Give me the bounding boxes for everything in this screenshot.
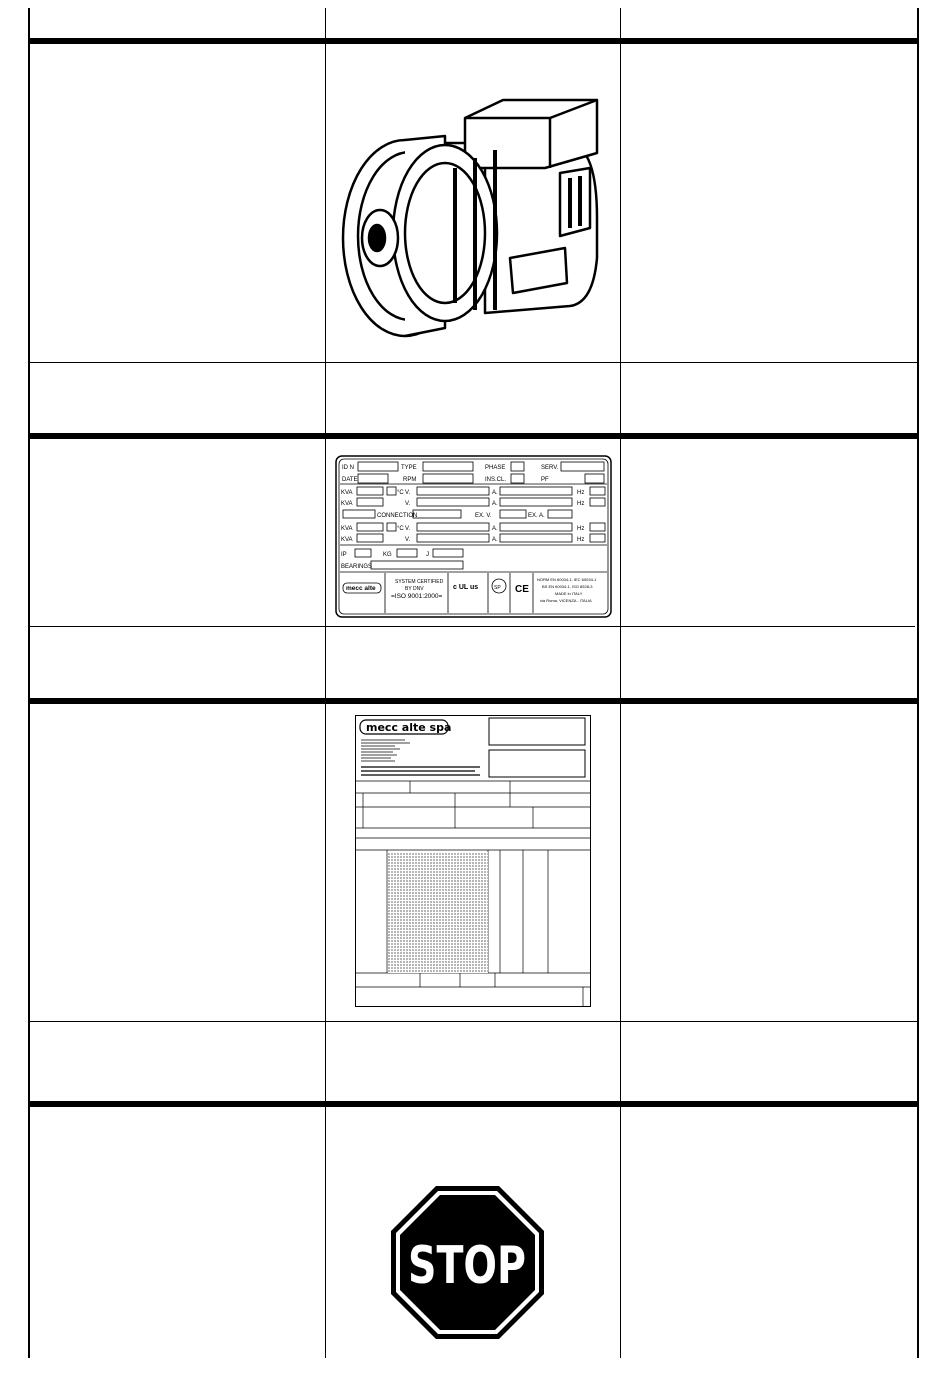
plate-label-j: J — [426, 552, 429, 558]
alternator-illustration — [335, 88, 615, 348]
stop-sign-text: STOP — [408, 1236, 526, 1296]
column-divider-1 — [325, 8, 326, 1358]
plate-label-hz-2: Hz — [577, 501, 585, 507]
plate-norm-1: NORM EN 60034-1, IEC 60034-1 — [537, 577, 597, 582]
rating-plate — [335, 455, 612, 618]
plate-label-a-2: A. — [492, 501, 498, 507]
plate-label-a-4: A. — [492, 537, 498, 543]
plate-label-ins: INS.CL. — [485, 477, 507, 483]
plate-iso: =ISO 9001:2000= — [391, 593, 443, 600]
plate-ul-mark: c UL us — [453, 584, 479, 591]
plate-label-type: TYPE — [401, 465, 417, 471]
plate-label-pf: PF — [541, 477, 549, 483]
column-divider-2 — [620, 8, 621, 1358]
plate-label-bearings: BEARINGS — [341, 564, 373, 570]
plate-label-a-1: A. — [492, 490, 498, 496]
plate-label-hz-4: Hz — [577, 537, 585, 543]
plate-label-kva-4: KVA — [341, 537, 353, 543]
plate-label-hz-1: Hz — [577, 490, 585, 496]
plate-label-kva-1: KVA — [341, 490, 353, 496]
plate-label-exa: EX. A. — [528, 513, 545, 519]
section-rule-3 — [29, 698, 919, 704]
column-divider-right — [917, 8, 919, 1358]
plate-label-kva-2: KVA — [341, 501, 353, 507]
row-rule-2 — [29, 626, 915, 627]
plate-label-kg: KG — [383, 552, 392, 558]
column-divider-left — [28, 8, 30, 1358]
plate-label-connection: CONNECTION — [377, 513, 418, 519]
delivery-form-document — [355, 715, 591, 1007]
plate-label-a-3: A. — [492, 526, 498, 532]
plate-label-v-1: V. — [405, 490, 411, 496]
plate-label-exv: EX. V. — [475, 513, 492, 519]
plate-label-kva-3: KVA — [341, 526, 353, 532]
plate-label-rpm: RPM — [403, 477, 417, 483]
section-rule-2 — [29, 433, 919, 439]
plate-label-deg-2: °C — [397, 526, 404, 532]
section-rule-1 — [29, 38, 919, 44]
plate-label-v-2: V. — [405, 501, 411, 507]
section-rule-4 — [29, 1101, 919, 1107]
plate-certified-1: SYSTEM CERTIFIED — [395, 579, 444, 585]
plate-made-in: MADE in ITALY — [555, 591, 583, 596]
stop-sign-icon — [390, 1185, 545, 1340]
plate-address: via Roma, VICENZA - ITALIA — [540, 598, 592, 603]
plate-label-v-3: V. — [405, 526, 411, 532]
plate-label-hz-3: Hz — [577, 526, 585, 532]
plate-label-id: ID N — [342, 465, 354, 471]
plate-label-v-4: V. — [405, 537, 411, 543]
plate-label-phase: PHASE — [485, 465, 506, 471]
plate-brand-logo: mecc alte — [346, 585, 376, 592]
plate-label-deg-1: °C — [397, 490, 404, 496]
form-brand-logo: mecc alte spa — [366, 721, 452, 734]
plate-label-serv: SERV. — [541, 465, 559, 471]
plate-csa-mark: SP — [494, 585, 501, 591]
plate-certified-2: BY DNV — [405, 586, 424, 592]
row-rule-3 — [29, 1021, 919, 1022]
row-rule-1 — [29, 362, 919, 363]
plate-label-date: DATE — [342, 477, 358, 483]
plate-ce-mark: CE — [515, 584, 529, 595]
plate-label-ip: IP — [341, 552, 347, 558]
plate-norm-2: BS EN 60034-1, ISO 8528-3 — [542, 584, 593, 589]
